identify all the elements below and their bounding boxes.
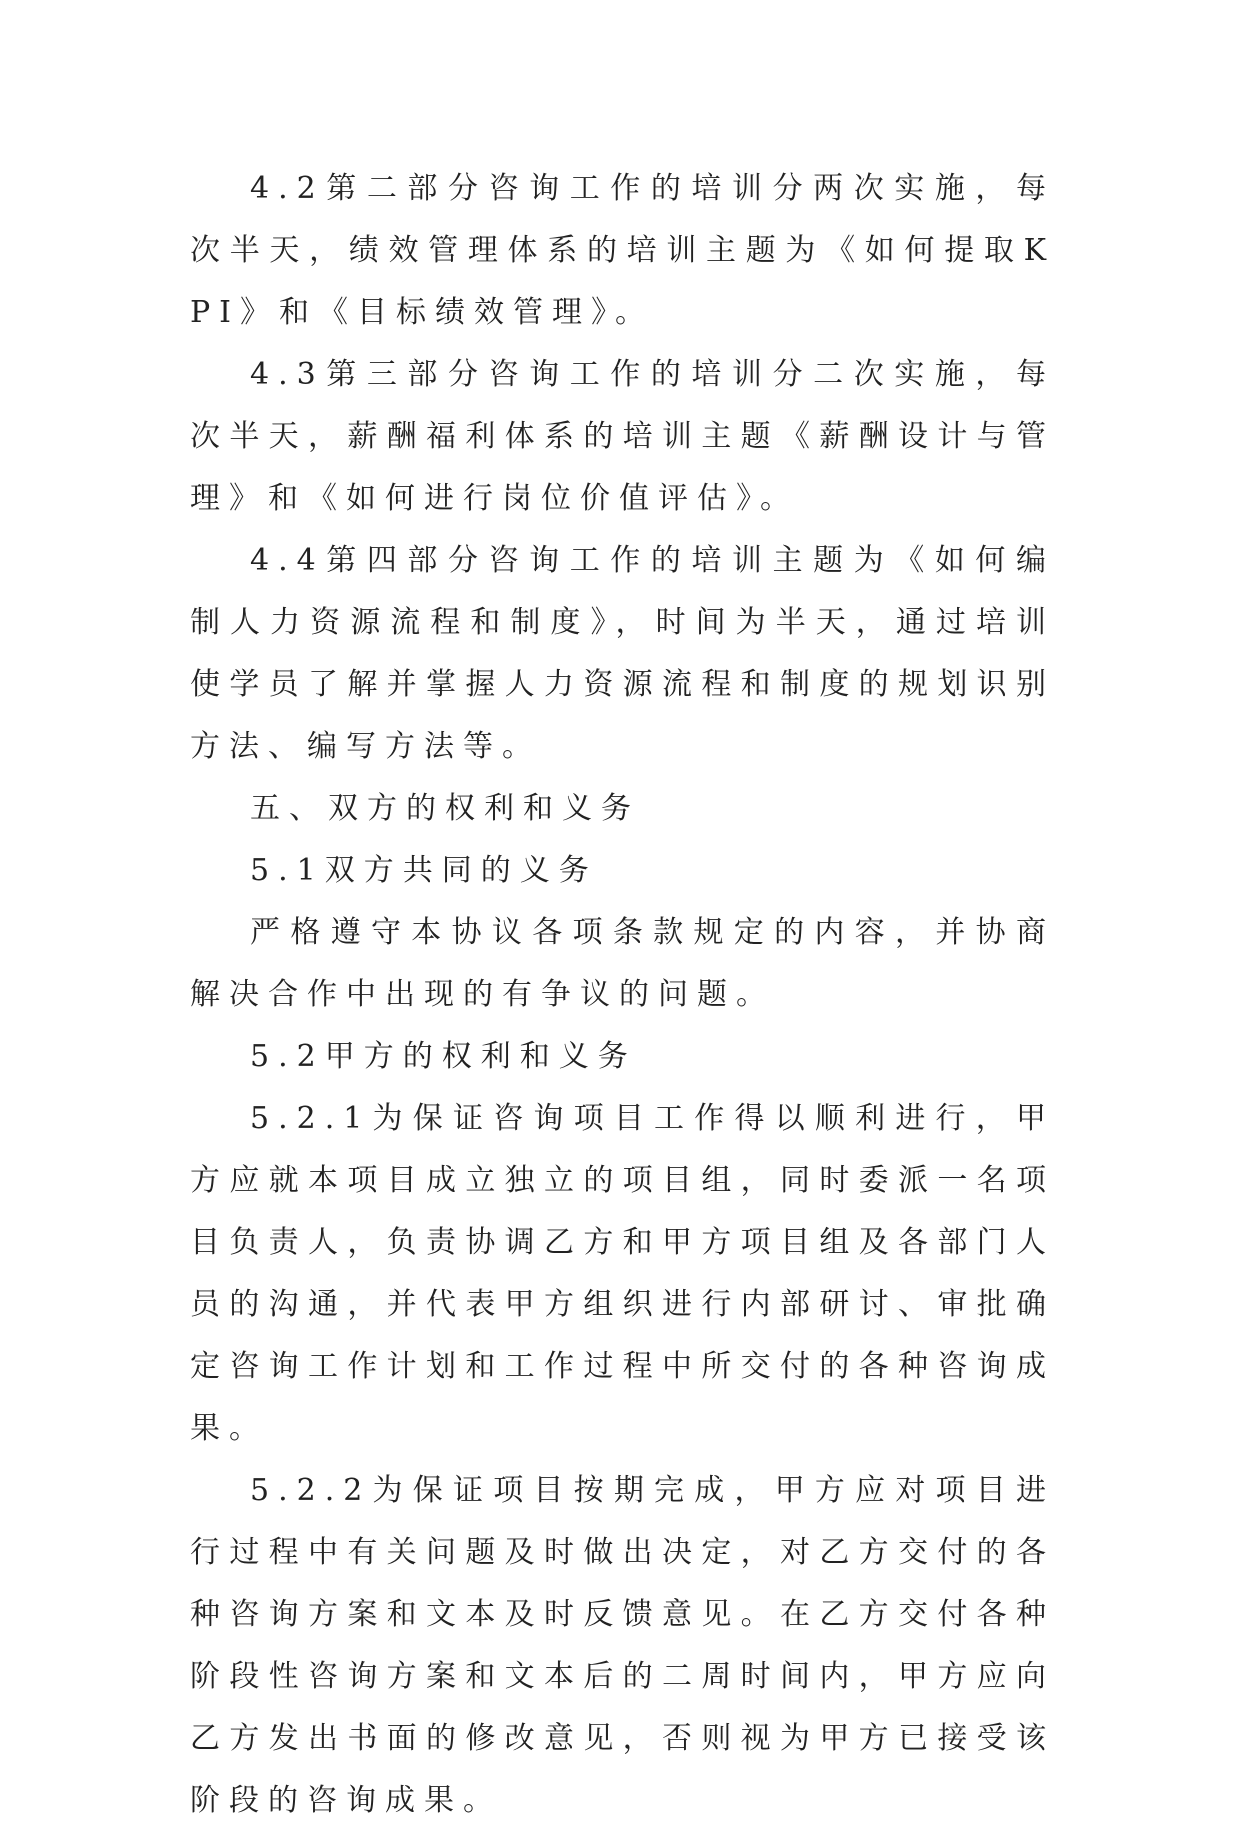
paragraph-4-4: 4.4第四部分咨询工作的培训主题为《如何编制人力资源流程和制度》，时间为半天，通过培训使学员了解并掌握人力资源流程和制度的规划识别方法、编写方法等。 bbox=[190, 543, 1055, 764]
paragraph-4-3: 4.3第三部分咨询工作的培训分二次实施，每次半天，薪酬福利体系的培训主题《薪酬设计与管理》和《如何进行岗位价值评估》。 bbox=[190, 357, 1055, 516]
paragraph-5-2-2: 5.2.2为保证项目按期完成，甲方应对项目进行过程中有关问题及时做出决定，对乙方交付的各种咨询方案和文本及时反馈意见。在乙方交付各种阶段性咨询方案和文本后的二周时间内，甲方应向乙方发出书面的修改意见，否则视为甲方已接受该阶段的咨询成果。 bbox=[190, 1473, 1055, 1818]
subsection-5-1-heading: 5.1双方共同的义务 bbox=[250, 853, 598, 888]
paragraph-5-2-1: 5.2.1为保证咨询项目工作得以顺利进行，甲方应就本项目成立独立的项目组，同时委派一名项目负责人，负责协调乙方和甲方项目组及各部门人员的沟通，并代表甲方组织进行内部研讨、审批确定咨询工作计划和工作过程中所交付的各种咨询成果。 bbox=[190, 1101, 1055, 1446]
subsection-5-2-heading: 5.2甲方的权利和义务 bbox=[250, 1039, 637, 1074]
paragraph-4-2: 4.2第二部分咨询工作的培训分两次实施，每次半天，绩效管理体系的培训主题为《如何提取KPI》和《目标绩效管理》。 bbox=[190, 171, 1055, 330]
section-5-heading: 五、双方的权利和义务 bbox=[250, 791, 640, 826]
document-body bbox=[190, 158, 1055, 1832]
paragraph-5-1-body: 严格遵守本协议各项条款规定的内容，并协商解决合作中出现的有争议的问题。 bbox=[190, 915, 1055, 1012]
